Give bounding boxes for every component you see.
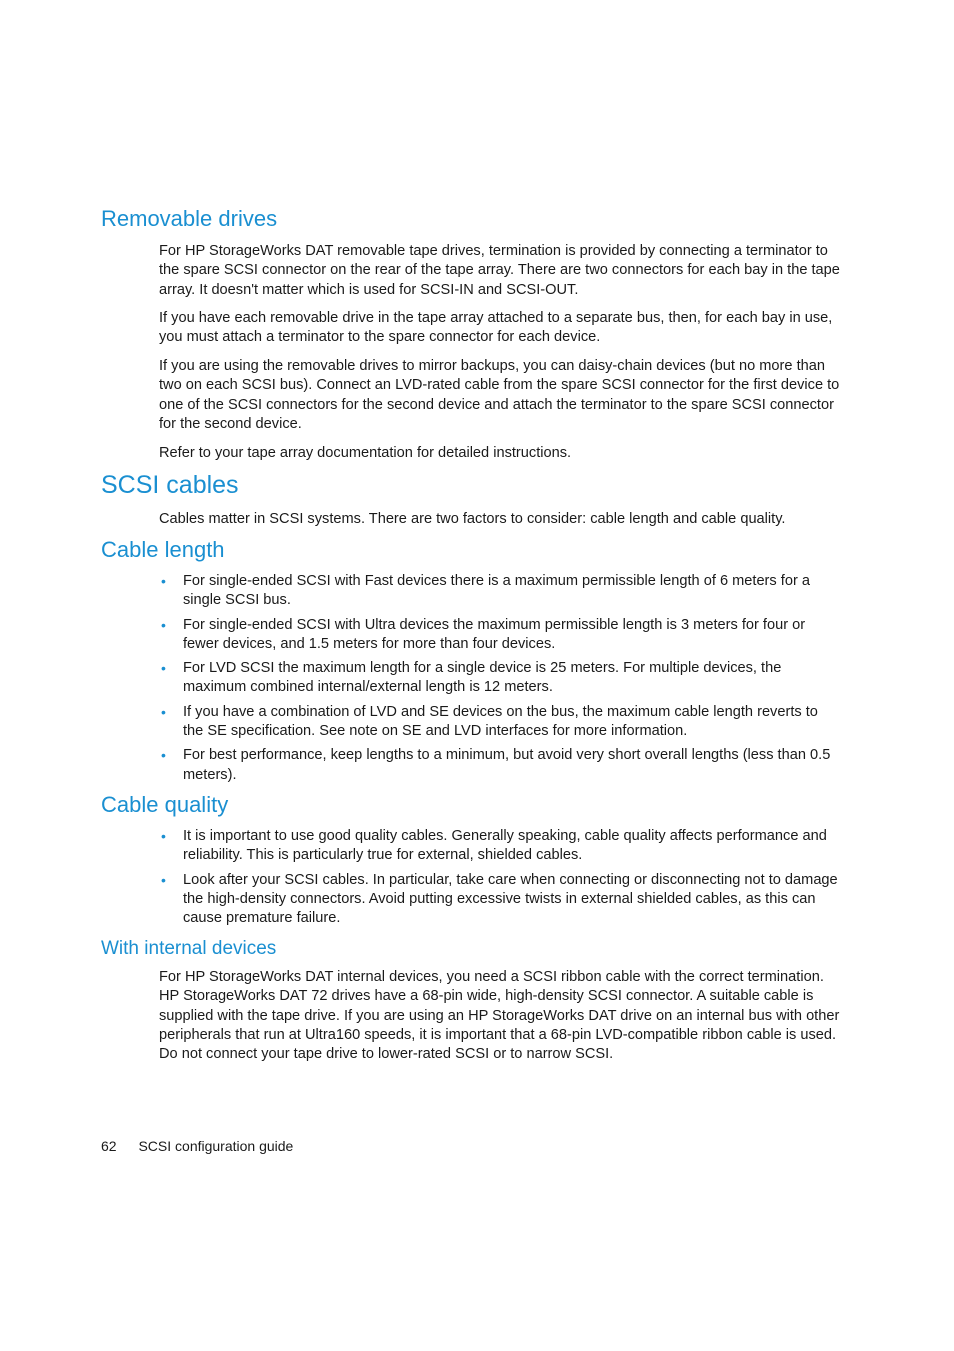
cable-length-heading: Cable length: [101, 537, 225, 562]
cable-quality-list: [159, 827, 841, 933]
list-item-text: It is important to use good quality cables. Generally speaking, cable quality affects performance and reliability. This is particularly true for external, shielded cables.: [183, 828, 827, 864]
list-item: [159, 871, 841, 929]
bullet-icon: •: [161, 660, 166, 677]
cable-length-list: [159, 572, 841, 790]
list-item-text: For single-ended SCSI with Ultra devices the maximum permissible length is 3 meters for four or fewer devices, and 1.5 meters for more than four devices.: [183, 616, 806, 652]
scsi-cables-heading: SCSI cables: [101, 471, 239, 499]
document-title: SCSI configuration guide: [138, 1138, 294, 1154]
scsi-cables-intro: Cables matter in SCSI systems. There are two factors to consider: cable length and cable quality.: [159, 511, 786, 527]
list-item: [159, 746, 841, 785]
list-item-text: For LVD SCSI the maximum length for a single device is 25 meters. For multiple devices, the maximum combined internal/external length is 12 meters.: [183, 660, 782, 696]
internal-devices-paragraph: For HP StorageWorks DAT internal devices, you need a SCSI ribbon cable with the correct termination. HP StorageWorks DAT 72 drives have a 68-pin wide, high-density SCSI connector. A suitable cable is supplied with the tape drive. If you are using an HP StorageWorks DAT drive on an internal bus with other peripherals that run at Ultra160 speeds, it is important that a 68-pin LVD-compatible ribbon cable is used. Do not connect your tape drive to lower-rated SCSI or to narrow SCSI.: [159, 969, 840, 1063]
bullet-icon: •: [161, 747, 166, 764]
removable-paragraph-2: If you have each removable drive in the tape array attached to a separate bus, then, for each bay in use, you must attach a terminator to the spare connector for each device.: [159, 310, 833, 346]
list-item: [159, 827, 841, 866]
list-item: [159, 572, 841, 611]
list-item-text: For best performance, keep lengths to a minimum, but avoid very short overall lengths (less than 0.5 meters).: [183, 747, 831, 783]
list-item-text: For single-ended SCSI with Fast devices there is a maximum permissible length of 6 meters for a single SCSI bus.: [183, 573, 810, 609]
list-item: [159, 659, 841, 698]
bullet-icon: •: [161, 871, 166, 888]
internal-devices-heading: With internal devices: [101, 938, 277, 959]
list-item-text: Look after your SCSI cables. In particular, take care when connecting or disconnecting not to damage the high-density connectors. Avoid putting excessive twists in external shielded cables, as this can cause premature failure.: [183, 871, 838, 927]
cable-quality-heading: Cable quality: [101, 792, 229, 817]
list-item: [159, 616, 841, 655]
list-item: [159, 703, 841, 742]
removable-drives-heading: Removable drives: [101, 206, 278, 231]
bullet-icon: •: [161, 828, 166, 844]
bullet-icon: •: [161, 703, 166, 720]
page-number: 62: [101, 1138, 117, 1154]
removable-paragraph-3: If you are using the removable drives to mirror backups, you can daisy-chain devices (but no more than two on each SCSI bus). Connect an LVD-rated cable from the spare SCSI connector for the first device to one of the SCSI connectors for the second device and attach the terminator to the spare SCSI connector for the second device.: [159, 358, 840, 432]
removable-paragraph-4: Refer to your tape array documentation for detailed instructions.: [159, 445, 572, 461]
page-footer: [101, 1137, 293, 1155]
removable-paragraph-1: For HP StorageWorks DAT removable tape drives, termination is provided by connecting a terminator to the spare SCSI connector on the rear of the tape array. There are two connectors for each bay in the tape array. It doesn't matter which is used for SCSI-IN and SCSI-OUT.: [159, 243, 840, 298]
bullet-icon: •: [161, 573, 166, 589]
list-item-text: If you have a combination of LVD and SE devices on the bus, the maximum cable length reverts to the SE specification. See note on SE and LVD interfaces for more information.: [183, 703, 818, 740]
bullet-icon: •: [161, 616, 166, 633]
